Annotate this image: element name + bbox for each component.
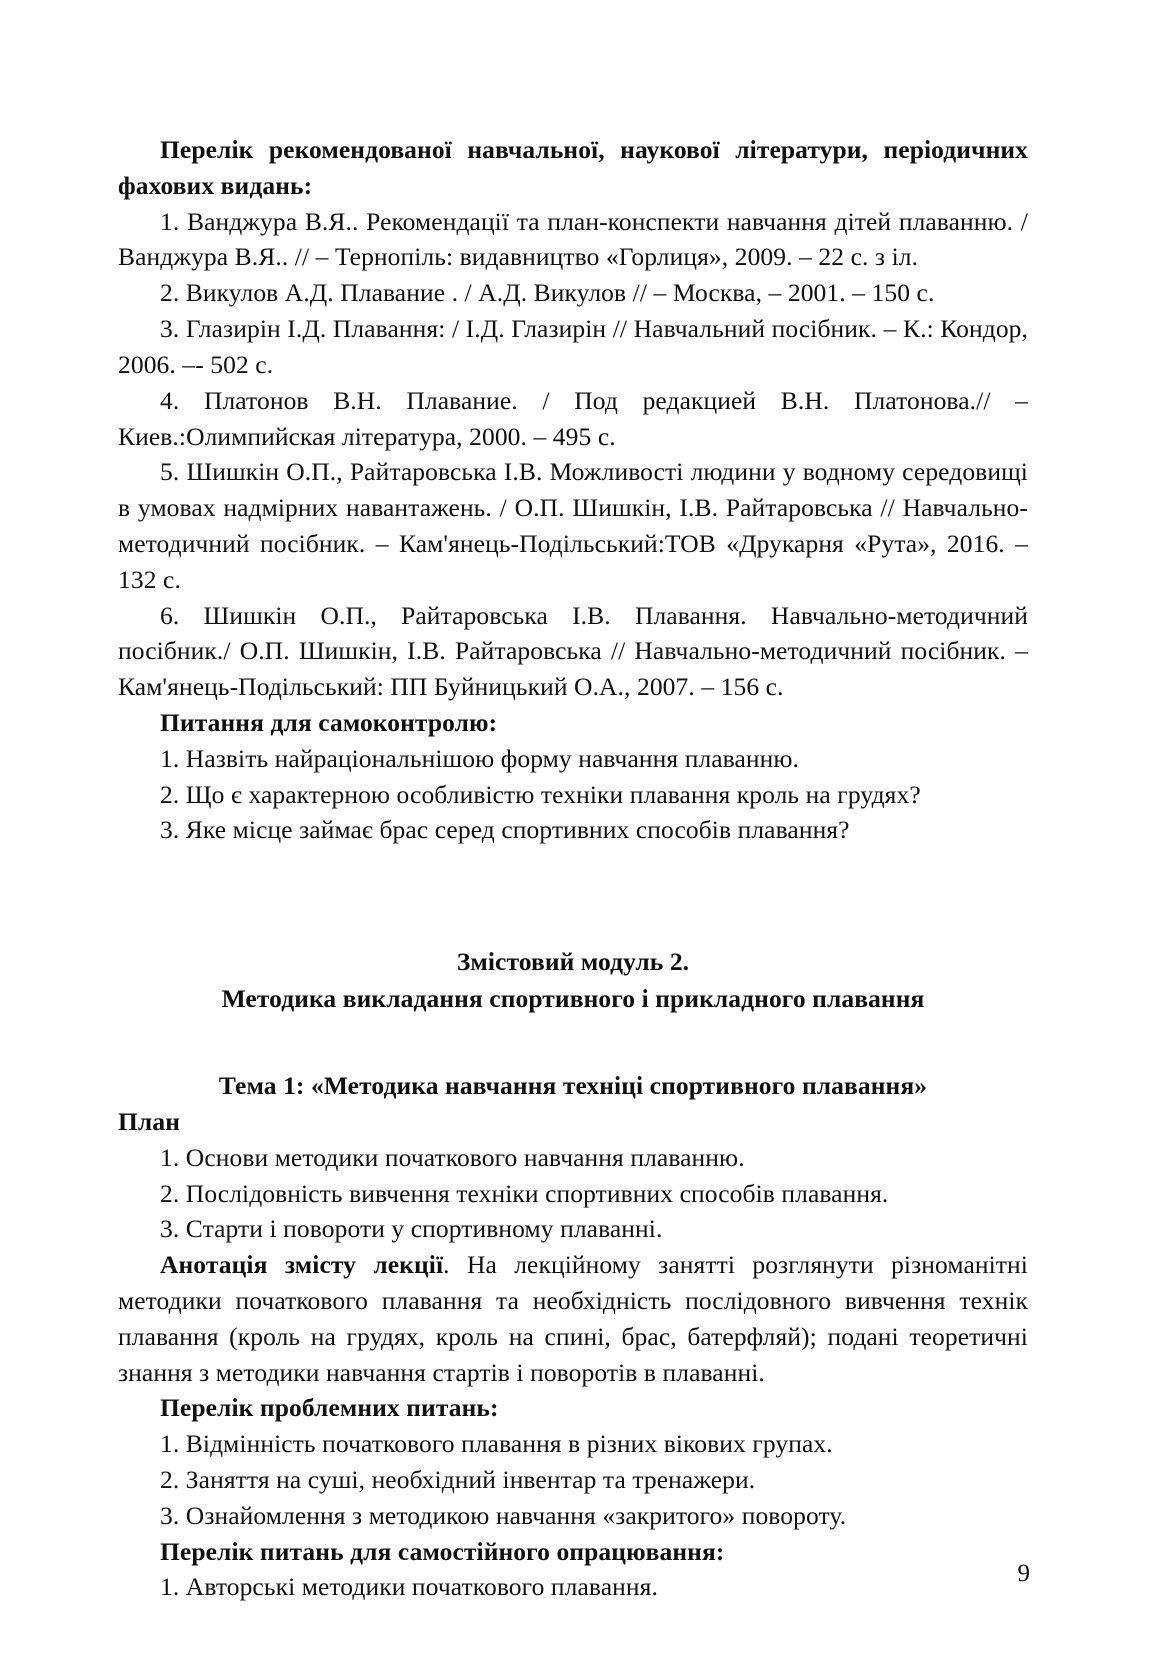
- annotation-body-text: . На лекційному занятті розглянути різноманітні методики початкового плавання та необхідність послідовного вивчення технік плавання (кроль на грудях, кроль на спині, брас, батерфляй); подані теоретичні знання з методики навчання стартів і поворотів в плаванні.: [118, 1250, 1028, 1387]
- reference-item-5: 5. Шишкін О.П., Райтаровська І.В. Можливості людини у водному середовищі в умовах надмірних навантажень. / О.П. Шишкін, І.В. Райтаровська // Навчально-методичний посібник. – Кам'янець-Подільський:ТОВ «Друкарня «Рута», 2016. – 132 с.: [118, 457, 1028, 594]
- references-heading: Перелік рекомендованої навчальної, наукової літератури, періодичних фахових видань:: [118, 135, 1028, 200]
- self-control-item-3: 3. Яке місце займає брас серед спортивних способів плавання?: [160, 815, 850, 845]
- module-title-line-2: Методика викладання спортивного і прикладного плавання: [221, 983, 925, 1013]
- plan-item-1: 1. Основи методики початкового навчання плаванню.: [160, 1142, 745, 1172]
- problem-question-item-1: 1. Відмінність початкового плавання в різних вікових групах.: [160, 1429, 833, 1459]
- reference-item-4: 4. Платонов В.Н. Плавание. / Под редакцией В.Н. Платонова.// – Киев.:Олимпийская література, 2000. – 495 с.: [118, 385, 1028, 451]
- self-control-item-1: 1. Назвіть найраціональнішою форму навчання плаванню.: [160, 743, 800, 773]
- page-content: [118, 132, 1028, 1605]
- problem-question-item-3: 3. Ознайомлення з методикою навчання «закритого» повороту.: [160, 1500, 847, 1530]
- module-title-block: [118, 944, 1028, 1017]
- self-control-heading: Питання для самоконтролю:: [160, 708, 498, 737]
- self-study-item-1: 1. Авторські методики початкового плавання.: [160, 1572, 658, 1602]
- self-study-heading: Перелік питань для самостійного опрацювання:: [160, 1536, 725, 1566]
- reference-item-6: 6. Шишкін О.П., Райтаровська І.В. Плавання. Навчально-методичний посібник./ О.П. Шишкін, І.В. Райтаровська // Навчально-методичний посібник. – Кам'янець-Подільський: ПП Буйницький О.А., 2007. – 156 с.: [118, 600, 1028, 702]
- problem-questions-heading: Перелік проблемних питань:: [160, 1393, 499, 1423]
- plan-item-3: 3. Старти і повороти у спортивному плаванні.: [160, 1214, 663, 1244]
- annotation-lead-label: Анотація змісту лекції: [160, 1250, 444, 1280]
- problem-question-item-2: 2. Заняття на суші, необхідний інвентар та тренажери.: [160, 1465, 756, 1495]
- reference-item-3: 3. Глазирін І.Д. Плавання: / І.Д. Глазирін // Навчальний посібник. – К.: Кондор, 2006. –- 502 с.: [118, 314, 1028, 379]
- theme-heading: Тема 1: «Методика навчання техніці спортивного плавання»: [218, 1070, 928, 1100]
- module-title-line-1: Змістовий модуль 2.: [456, 947, 690, 977]
- self-control-item-2: 2. Що є характерною особливістю техніки плавання кроль на грудях?: [160, 779, 921, 809]
- annotation-paragraph: [118, 1247, 1028, 1390]
- plan-item-2: 2. Послідовність вивчення техніки спортивних способів плавання.: [160, 1178, 889, 1208]
- reference-item-2: 2. Викулов А.Д. Плавание . / А.Д. Викулов // – Москва, – 2001. – 150 с.: [160, 278, 935, 308]
- reference-item-1: 1. Ванджура В.Я.. Рекомендації та план-конспекти навчання дітей плаванню. / Ванджура В.Я.. // – Тернопіль: видавництво «Горлиця», 2009. – 22 с. з іл.: [118, 206, 1028, 272]
- page-number: 9: [1017, 1560, 1030, 1587]
- plan-label: План: [118, 1106, 180, 1136]
